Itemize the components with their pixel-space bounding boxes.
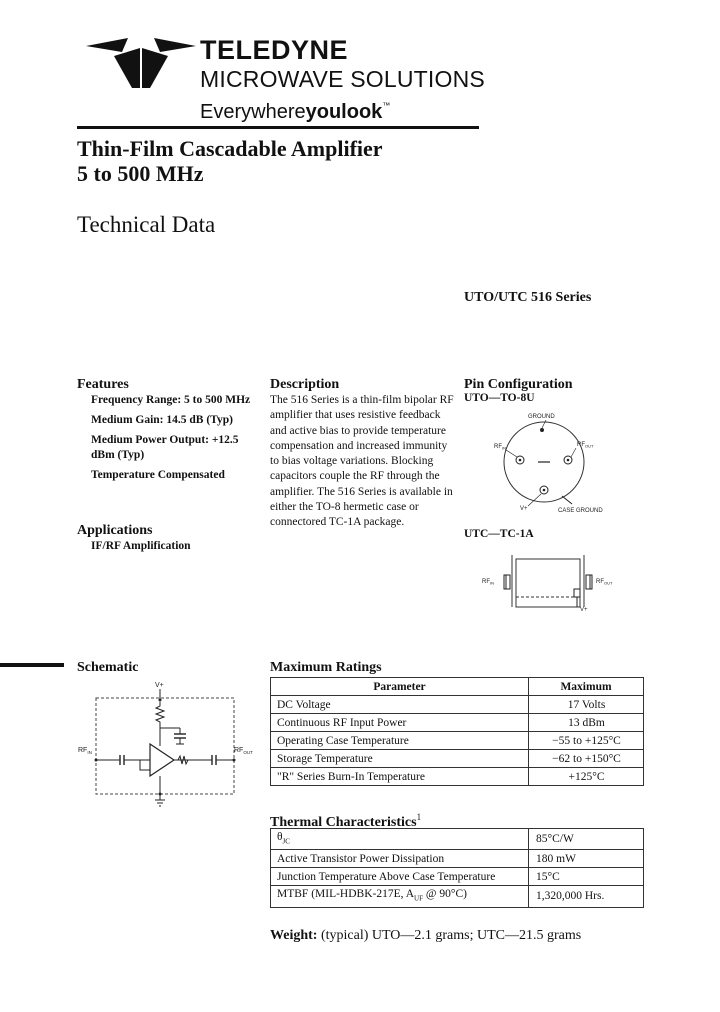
uto-rf-out-label: $RF_{OUT}$ [577,442,594,449]
uto-ground-label: GROUND [528,414,555,420]
maximum-ratings-heading: Maximum Ratings [270,660,382,675]
pin-configuration-heading: Pin Configuration [464,377,573,392]
applications-heading: Applications [77,523,153,538]
tc1a-case-outline [516,559,580,607]
table-cell: Storage Temperature [271,750,529,768]
uto-vcc-label: V+ [520,506,528,512]
vcc-feedthrough [574,589,580,597]
weight-label: Weight: [270,928,318,943]
table-cell: "R" Series Burn-In Temperature [271,768,529,786]
table-row [271,696,644,714]
document-subtitle: 5 to 500 MHz [77,161,204,186]
utc-rf-in-label: $RF_{IN}$ [482,579,494,586]
table-row [271,850,644,868]
weight-text: (typical) UTO—2.1 grams; UTC—21.5 grams [320,928,582,943]
amplifier-triangle [150,744,174,776]
document-type: Technical Data [77,212,216,237]
table-header-row [271,678,644,696]
rf-out-connector [586,575,592,589]
feature-item: Medium Power Output: +12.5 dBm (Typ) [91,434,239,461]
column-header: Parameter [271,678,529,696]
weight-line [270,928,581,944]
table-row [271,714,644,732]
table-cell: 17 Volts [529,696,644,714]
table-cell: 85°C/W [529,829,644,850]
uto-pinout-diagram [480,404,610,516]
amplifier-schematic-diagram [74,678,264,808]
feature-item: Frequency Range: 5 to 500 MHz [91,394,251,406]
brand-tagline: Everywhereyoulook™ [200,101,391,123]
description-heading: Description [270,377,340,392]
thermal-characteristics-table [270,828,644,908]
table-cell: MTBF (MIL-HDBK-217E, $A_{UF}$ @ 90°C) [271,886,529,907]
table-cell: Continuous RF Input Power [271,714,529,732]
feature-item: Medium Gain: 14.5 dB (Typ) [91,414,233,426]
document-title: Thin-Film Cascadable Amplifier [77,136,383,161]
maximum-ratings-table [270,677,644,786]
schematic-rf-in-label: $RF_{IN}$ [78,747,92,755]
table-cell: Operating Case Temperature [271,732,529,750]
uto-package-label: UTO—TO-8U [464,392,535,404]
table-cell: 13 dBm [529,714,644,732]
header-rule [77,126,479,129]
bias-resistor [156,702,164,728]
table-cell: −62 to +150°C [529,750,644,768]
features-heading: Features [77,377,129,392]
table-cell: 180 mW [529,850,644,868]
thermal-characteristics-heading: Thermal Characteristics$^1$ [270,812,422,830]
table-cell: DC Voltage [271,696,529,714]
section-marker-bar [0,663,64,667]
feature-item: Temperature Compensated [91,469,225,481]
table-row [271,768,644,786]
schematic-boundary [96,698,234,794]
table-cell: 15°C [529,868,644,886]
table-row [271,886,644,907]
description-text: The 516 Series is a thin-film bipolar RF amplifier that uses resistive feedback and active bias to provide temperature compensation and increased immunity to bias voltage variations. Blocking capacitors couple the RF through the amplifier. The 516 Series is available in either the TO-8 hermetic case or connectored TC-1A package. [270,394,454,529]
table-cell: +125°C [529,768,644,786]
features-list [91,393,261,488]
table-cell: −55 to +125°C [529,732,644,750]
brand-name: TELEDYNE [200,35,349,65]
series-label: UTO/UTC 516 Series [464,290,592,305]
utc-rf-out-label: $RF_{OUT}$ [596,579,613,586]
rf-in-connector [504,575,510,589]
table-cell: Junction Temperature Above Case Temperature [271,868,529,886]
uto-rf-in-label: $RF_{IN}$ [494,444,506,451]
brand-division: MICROWAVE SOLUTIONS [200,66,485,92]
case-tab [562,496,572,504]
uto-case-ground-label: CASE GROUND [558,508,603,514]
utc-package-label: UTC—TC-1A [464,528,534,540]
ground-pin [540,428,544,432]
table-row [271,750,644,768]
table-row [271,732,644,750]
application-item: IF/RF Amplification [91,540,191,552]
column-header: Maximum [529,678,644,696]
utc-pinout-diagram [476,545,636,623]
teledyne-logo-icon [86,38,196,88]
table-cell: Active Transistor Power Dissipation [271,850,529,868]
schematic-vplus-label: V+ [155,682,164,689]
schematic-heading: Schematic [77,660,139,675]
table-row [271,829,644,850]
utc-vcc-label: V+ [580,607,588,613]
table-cell: 1,320,000 Hrs. [529,886,644,907]
table-row [271,868,644,886]
table-cell: $\theta_{JC}$ [271,829,529,850]
schematic-rf-out-label: $RF_{OUT}$ [234,747,253,755]
